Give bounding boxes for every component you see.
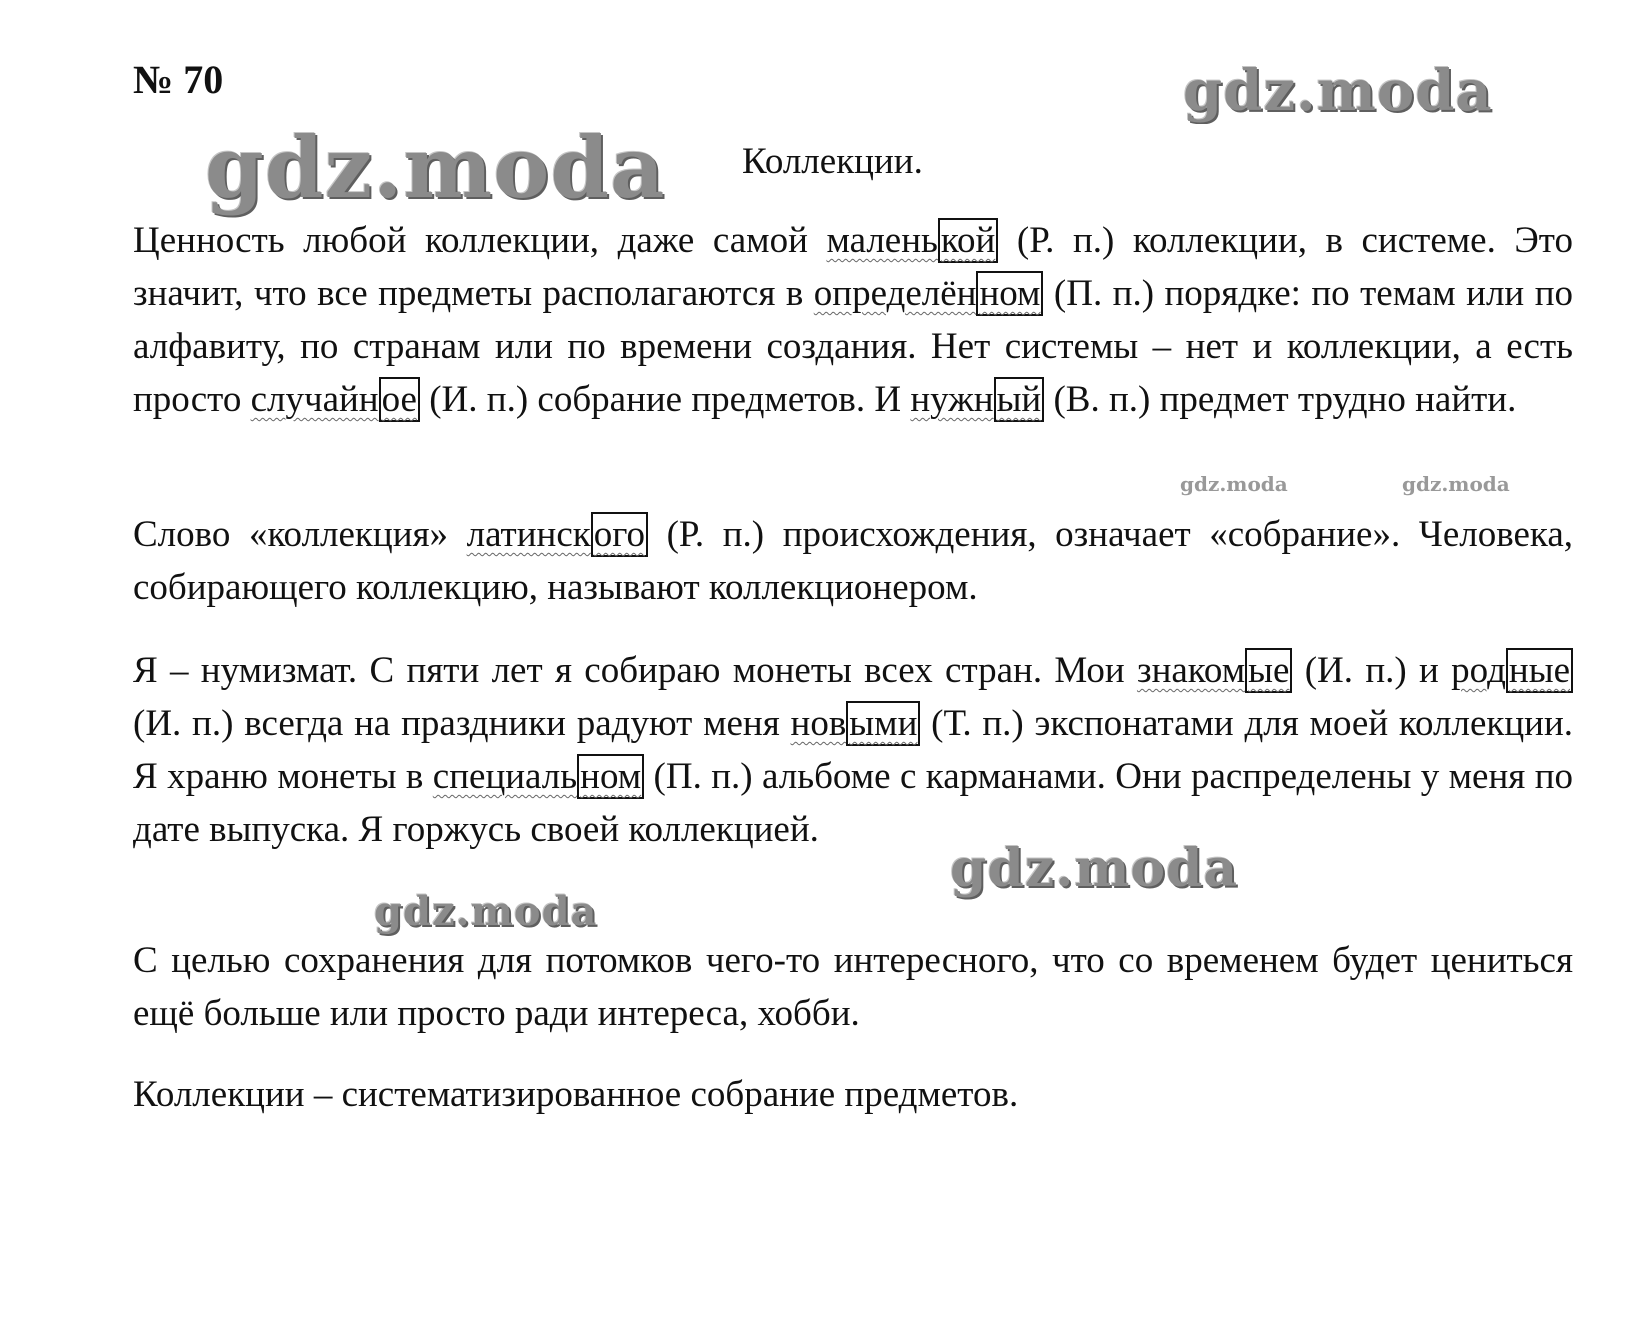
text-run: (И. п.) всегда на праздники радуют меня — [133, 703, 791, 744]
word-ending-box: ыми — [846, 701, 920, 746]
word-ending-box: кой — [938, 218, 998, 263]
text-run: (Т. п.) экспонатами для моей коллекции. Я храню монеты в — [133, 703, 1573, 797]
text-run: Ценность любой коллекции, даже самой — [133, 220, 827, 261]
paragraph-4: С целью сохранения для потомков чего-то интересного, что со временем будет цениться ещё больше или просто ради интереса, хобби. — [133, 940, 1573, 1034]
word-with-ending — [1137, 648, 1292, 693]
paragraph-1 — [133, 214, 1573, 426]
text-run: Я – нумизмат. С пяти лет я собираю монеты всех стран. Мои — [133, 650, 1137, 691]
word-stem: случайн — [250, 379, 379, 420]
word-stem: латинск — [466, 514, 591, 555]
word-ending-box: ое — [379, 377, 420, 422]
text-run: (И. п.) собрание предметов. И — [419, 379, 911, 420]
text-run: Слово «коллекция» — [133, 514, 467, 555]
word-stem: нужн — [910, 379, 994, 420]
watermark-logo: gdz.moda — [1183, 58, 1493, 124]
word-stem: род — [1451, 650, 1506, 691]
word-with-ending — [467, 512, 648, 557]
word-stem: малень — [826, 220, 938, 261]
text-run: (Р. п.) происхождения, означает «собрание». Человека, собирающего коллекцию, называют коллекционером. — [133, 514, 1574, 608]
word-ending-box: ого — [591, 512, 648, 557]
text-run: (Р. п.) коллекции, в системе. Это значит, что все предметы располагаются в — [133, 220, 1573, 314]
word-with-ending — [433, 754, 644, 799]
word-with-ending — [910, 377, 1044, 422]
text-run: (П. п.) порядке: по темам или по алфавиту, по странам или по времени создания. Нет системы – нет и коллекции, а есть просто — [133, 273, 1573, 420]
word-stem: определён — [813, 273, 977, 314]
paragraph-5: Коллекции – систематизированное собрание предметов. — [133, 1074, 1019, 1115]
word-with-ending — [826, 218, 998, 263]
paragraph-2 — [133, 508, 1573, 614]
text-run: (П. п.) альбоме с карманами. Они распределены у меня по дате выпуска. Я горжусь своей коллекцией. — [133, 756, 1573, 850]
word-stem: нов — [790, 703, 847, 744]
watermark-logo: gdz.moda — [374, 888, 598, 935]
paragraph-3 — [133, 644, 1573, 856]
word-ending-box: ном — [577, 754, 644, 799]
text-run: (И. п.) и — [1292, 650, 1452, 691]
text-title: Коллекции. — [742, 141, 923, 182]
word-stem: специаль — [432, 756, 578, 797]
word-ending-box: ном — [976, 271, 1043, 316]
word-with-ending — [251, 377, 420, 422]
word-ending-box: ные — [1506, 648, 1573, 693]
exercise-number: № 70 — [133, 57, 224, 102]
word-ending-box: ый — [994, 377, 1045, 422]
word-with-ending — [1451, 648, 1573, 693]
watermark-logo: gdz.moda — [205, 118, 666, 217]
word-stem: знаком — [1136, 650, 1246, 691]
text-run: (В. п.) предмет трудно найти. — [1044, 379, 1517, 420]
word-with-ending — [814, 271, 1044, 316]
watermark-logo: gdz.moda — [1180, 472, 1288, 496]
watermark-logo: gdz.moda — [950, 838, 1239, 899]
word-with-ending — [791, 701, 921, 746]
watermark-logo: gdz.moda — [1402, 472, 1510, 496]
word-ending-box: ые — [1245, 648, 1292, 693]
